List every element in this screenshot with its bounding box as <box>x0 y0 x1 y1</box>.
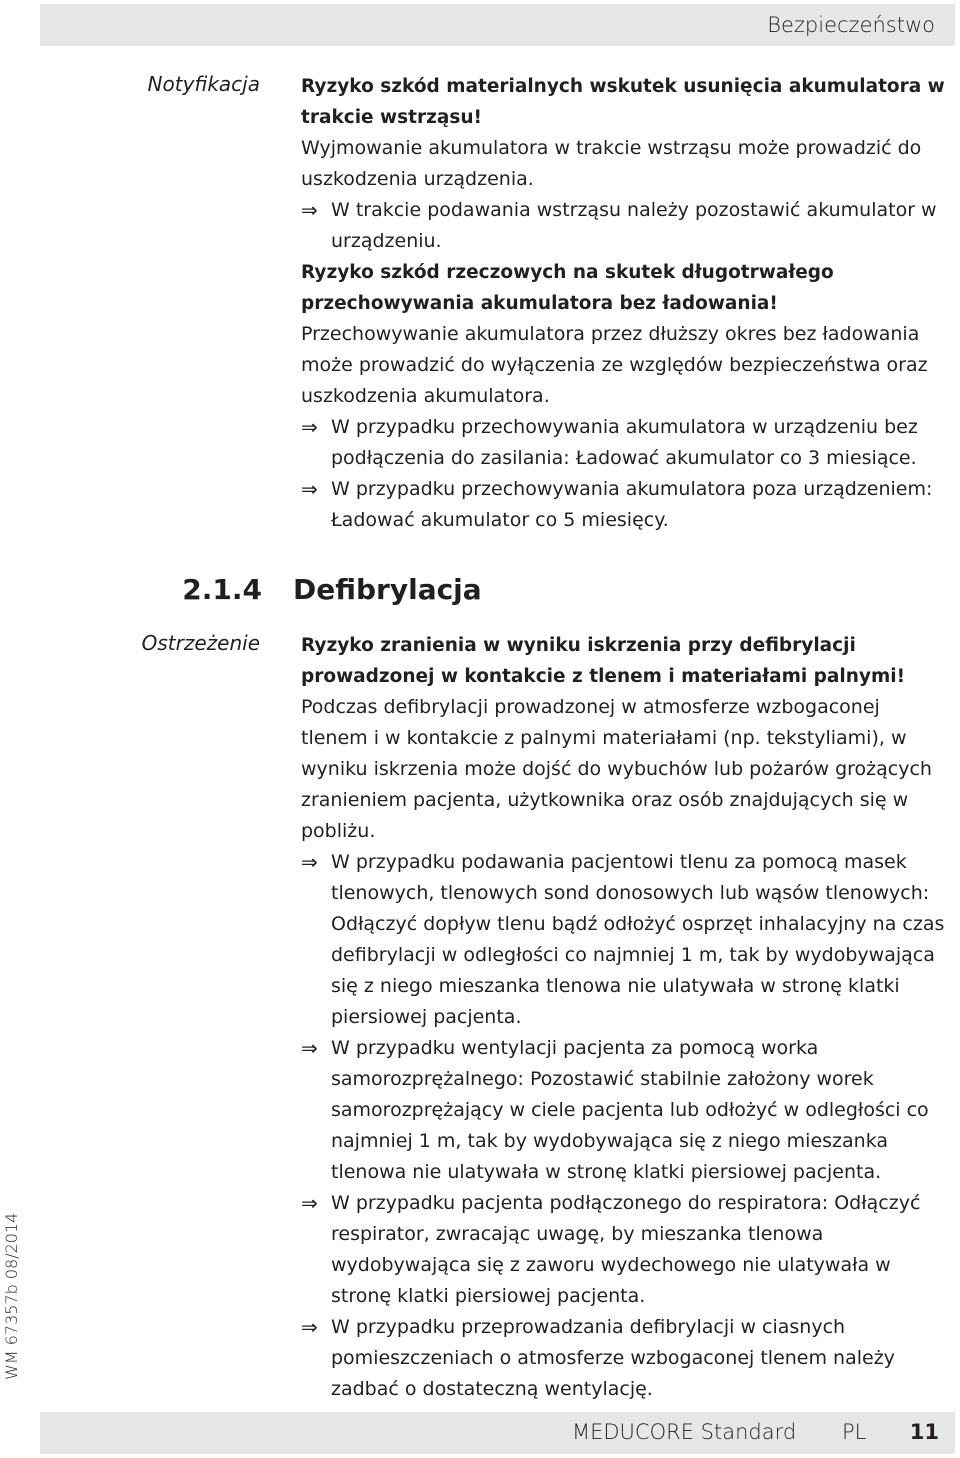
warning-heading: Ryzyko zranienia w wyniku iskrzenia przy defibrylacji prowadzonej w kontakcie z tlenem i materiałami palnymi! <box>301 635 906 687</box>
header-title: Bezpieczeństwo <box>767 13 935 37</box>
action-text: W przypadku wentylacji pacjenta za pomocą worka samorozprężalnego: Pozostawić stabilnie założony worek samorozprężający w ciele pacjenta lub odłożyć w odległości co najmniej 1 m, tak by wydobywająca się z niego mieszanka tlenowa nie ulatywała w stronę klatki piersiowej pacjenta. <box>331 1037 929 1183</box>
notice-heading-1: Ryzyko szkód materialnych wskutek usunięcia akumulatora w trakcie wstrząsu! <box>301 76 945 128</box>
arrow-right-icon: ⇒ <box>301 477 318 501</box>
arrow-right-icon: ⇒ <box>301 1191 318 1215</box>
footer-language: PL <box>842 1420 867 1444</box>
footer-product: MEDUCORE Standard <box>572 1420 797 1444</box>
section-number: 2.1.4 <box>182 573 262 606</box>
action-item <box>301 412 951 474</box>
arrow-right-icon: ⇒ <box>301 198 318 222</box>
warning-label: Ostrzeżenie <box>141 631 260 655</box>
action-text: W przypadku przeprowadzania defibrylacji w ciasnych pomieszczeniach o atmosferze wzbogaconej tlenem należy zadbać o dostateczną wentylację. <box>331 1316 895 1400</box>
action-item <box>301 847 951 1033</box>
action-item <box>301 195 951 257</box>
notice-body-1: Wyjmowanie akumulatora w trakcie wstrząsu może prowadzić do uszkodzenia urządzenia. <box>301 137 922 190</box>
header-bar <box>40 4 955 46</box>
action-item <box>301 1033 951 1188</box>
document-code: WM 67357b 08/2014 <box>2 1212 21 1380</box>
action-item <box>301 474 951 536</box>
arrow-right-icon: ⇒ <box>301 1315 318 1339</box>
action-text: W przypadku przechowywania akumulatora w urządzeniu bez podłączenia do zasilania: Ładować akumulator co 3 miesiące. <box>331 416 918 469</box>
warning-body: Podczas defibrylacji prowadzonej w atmosferze wzbogaconej tlenem i w kontakcie z palnymi materiałami (np. tekstyliami), w wyniku iskrzenia może dojść do wybuchów lub pożarów grożących zranieniem pacjenta, użytkownika oraz osób znajdujących się w pobliżu. <box>301 696 932 842</box>
action-item <box>301 1312 951 1405</box>
action-text: W przypadku podawania pacjentowi tlenu za pomocą masek tlenowych, tlenowych sond donosowych lub wąsów tlenowych: Odłączyć dopływ tlenu bądź odłożyć osprzęt inhalacyjny na czas defibrylacji w odległości co najmniej 1 m, tak by wydobywająca się z niego mieszanka tlenowa nie ulatywała w stronę klatki piersiowej pacjenta. <box>331 851 945 1028</box>
warning-content <box>301 630 951 1405</box>
arrow-right-icon: ⇒ <box>301 850 318 874</box>
notice-heading-2: Ryzyko szkód rzeczowych na skutek długotrwałego przechowywania akumulatora bez ładowania! <box>301 262 834 314</box>
notice-content <box>301 71 951 536</box>
action-text: W trakcie podawania wstrząsu należy pozostawić akumulator w urządzeniu. <box>331 199 937 252</box>
page-number: 11 <box>909 1420 939 1444</box>
arrow-right-icon: ⇒ <box>301 1036 318 1060</box>
action-item <box>301 1188 951 1312</box>
notice-body-2: Przechowywanie akumulatora przez dłuższy okres bez ładowania może prowadzić do wyłączenia ze względów bezpieczeństwa oraz uszkodzenia akumulatora. <box>301 323 928 407</box>
action-text: W przypadku przechowywania akumulatora poza urządzeniem: Ładować akumulator co 5 miesięcy. <box>331 478 933 531</box>
action-text: W przypadku pacjenta podłączonego do respiratora: Odłączyć respirator, zwracając uwagę, by mieszanka tlenowa wydobywająca się z zaworu wydechowego nie ulatywała w stronę klatki piersiowej pacjenta. <box>331 1192 921 1307</box>
section-title: Defibrylacja <box>293 573 482 606</box>
footer-bar <box>40 1412 955 1454</box>
notice-label: Notyfikacja <box>147 72 260 96</box>
arrow-right-icon: ⇒ <box>301 415 318 439</box>
